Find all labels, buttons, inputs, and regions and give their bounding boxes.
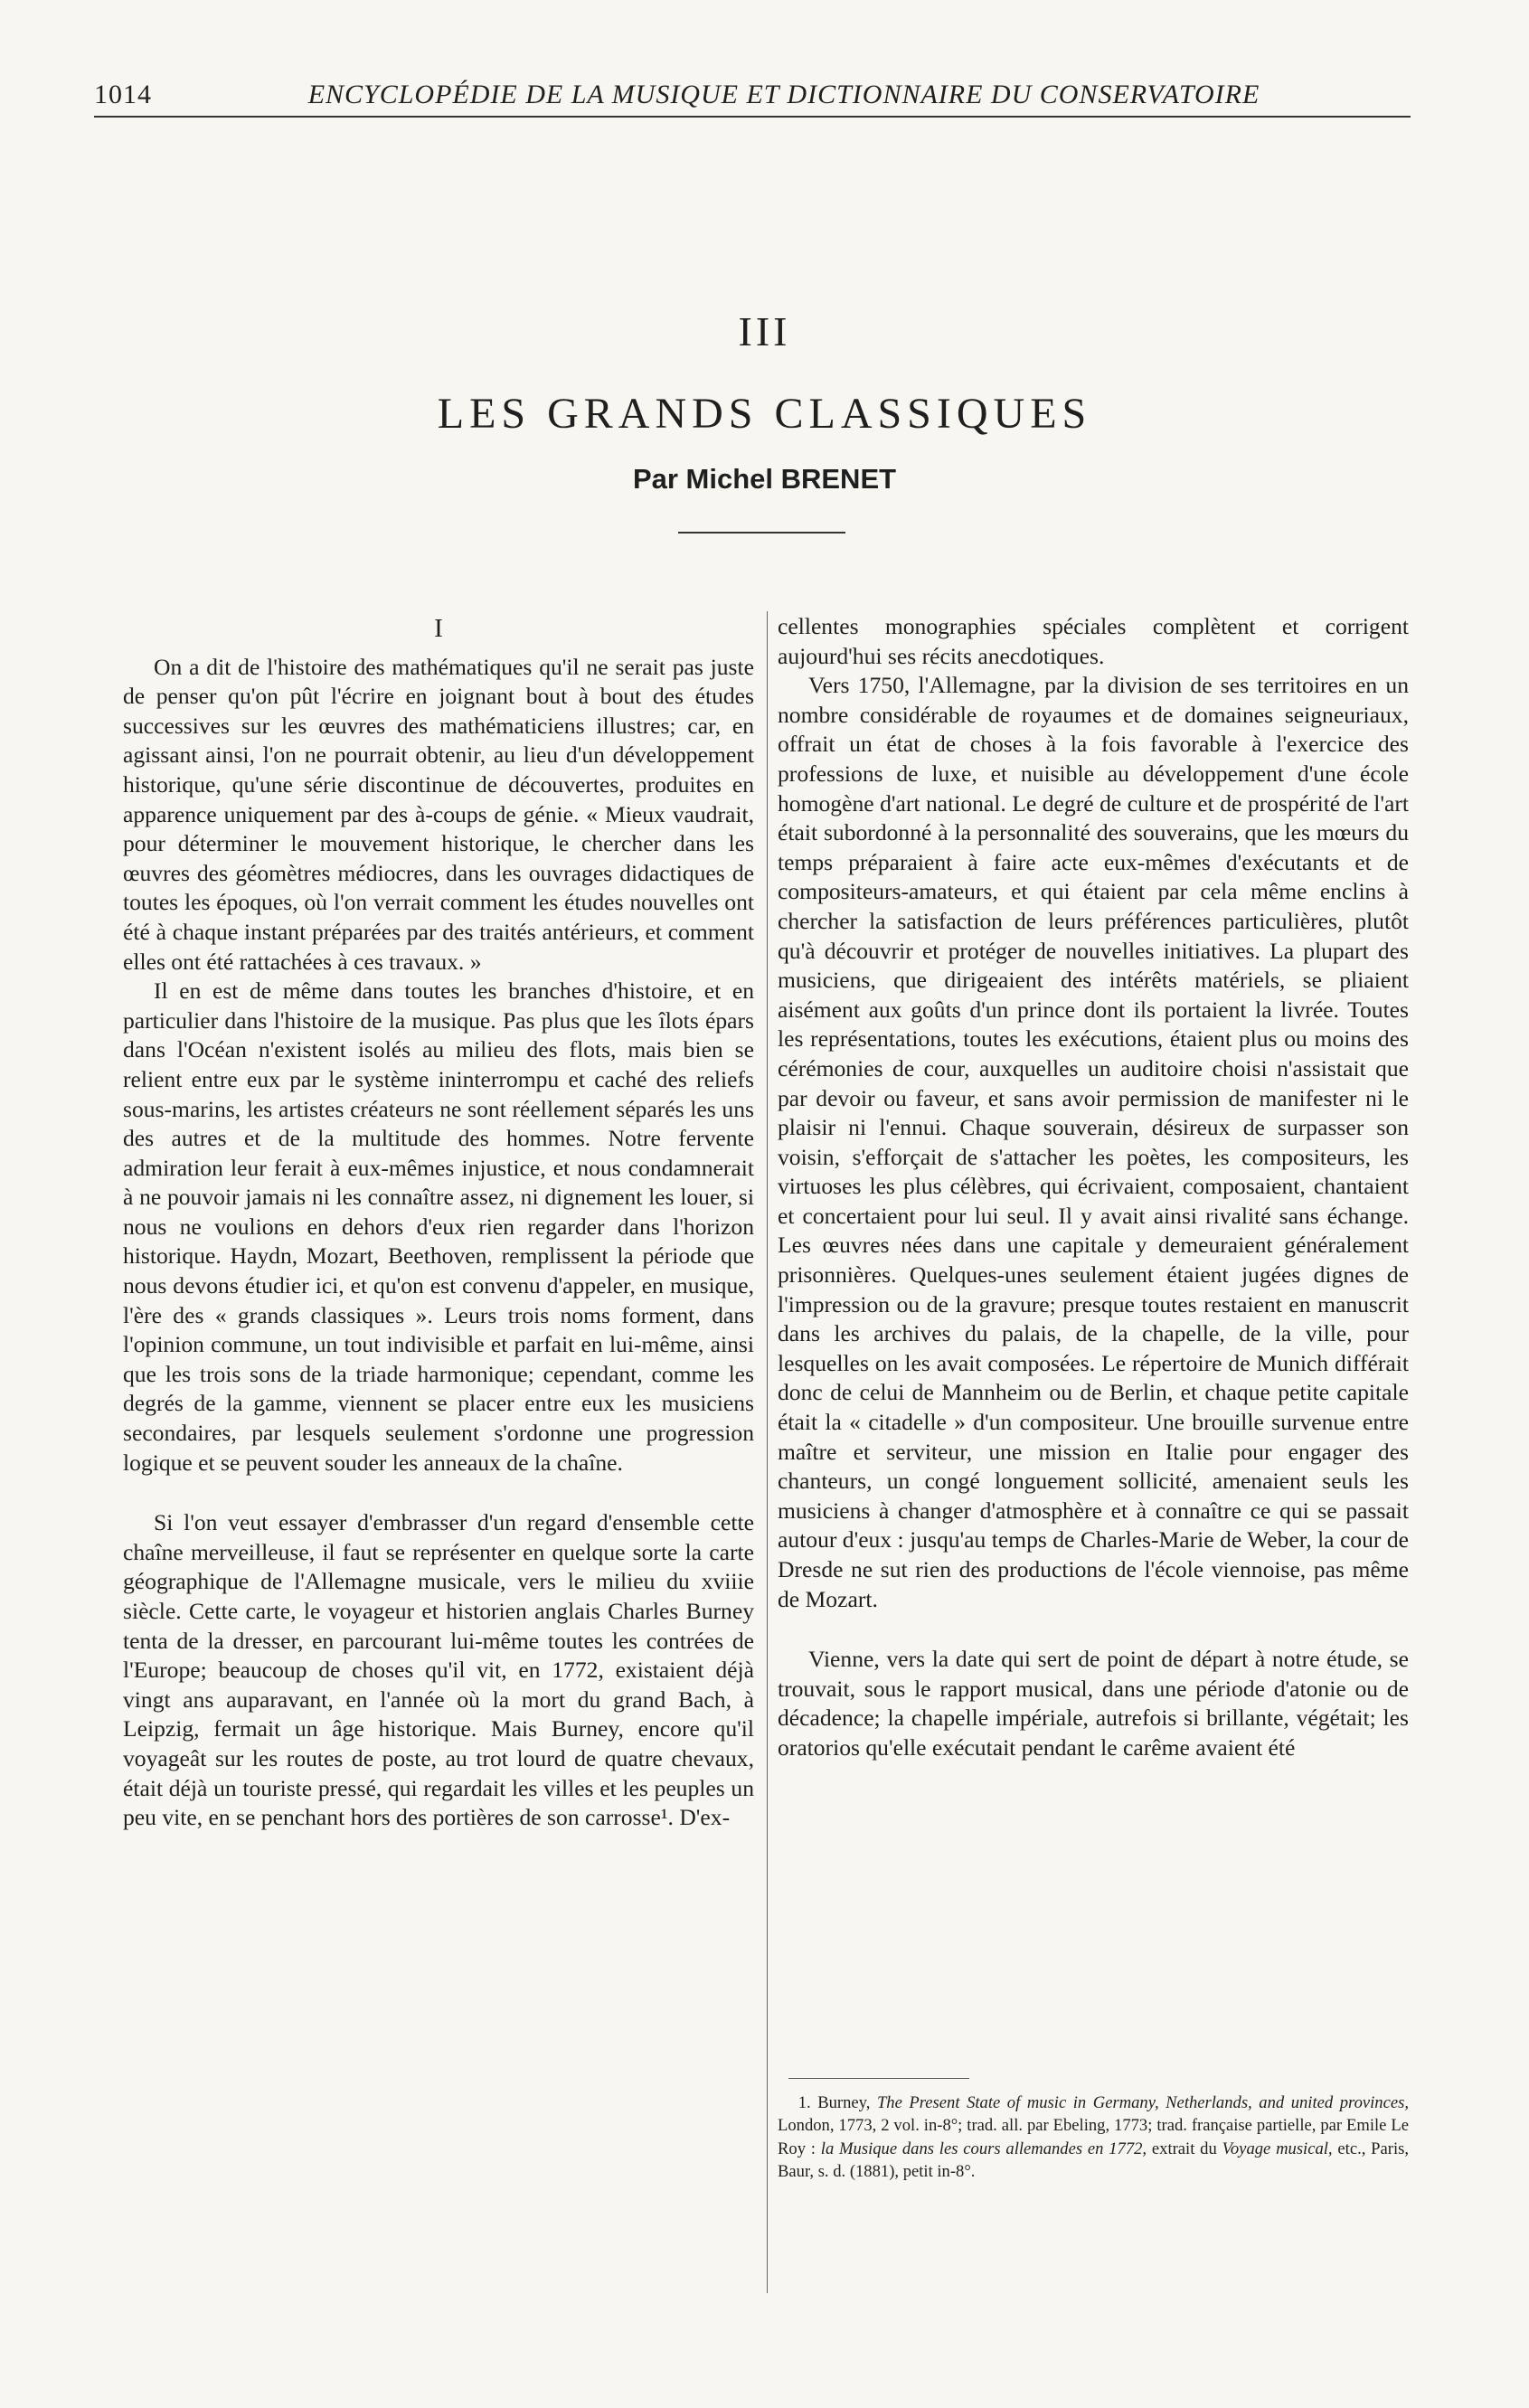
paragraph: cellentes monographies spéciales complètent et corrigent aujourd'hui ses récits anecdotiques. [778, 613, 1409, 669]
footnote-rule [788, 2078, 969, 2079]
footnote-details: London, 1773, 2 vol. in-8°; trad. all. par Ebeling, 1773; trad. française partielle, par Emile Le Roy : [778, 2116, 1409, 2158]
section-number: I [434, 614, 443, 643]
paragraph: On a dit de l'histoire des mathématiques qu'il ne serait pas juste de penser qu'on pût l'écrire en joignant bout à bout des études successives sur les œuvres des mathématiciens illustres; car, en agissant ainsi, l'on ne pourrait obtenir, au lieu d'un développement historique, qu'une série discontinue de découvertes, produites en apparence uniquement par des à-coups de génie. « Mieux vaudrait, pour déterminer le mouvement historique, le chercher dans les œuvres des géomètres médiocres, dans les ouvrages didactiques de toutes les époques, où l'on verrait comment les études nouvelles ont été à chaque instant préparées par des traités antérieurs, et comment elles ont été rattachées à ces travaux. » [123, 653, 754, 975]
footnote [778, 2092, 1409, 2184]
paragraph: Si l'on veut essayer d'embrasser d'un regard d'ensemble cette chaîne merveilleuse, il faut se représenter en quelque sorte la carte géographique de l'Allemagne musicale, vers le milieu du xviiie siècle. Cette carte, le voyageur et historien anglais Charles Burney tenta de la dresser, en parcourant lui-même toutes les contrées de l'Europe; beaucoup de choses qu'il vit, en 1772, existaient déjà vingt ans auparavant, en l'année où la mort du grand Bach, à Leipzig, fermait un âge historique. Mais Burney, encore qu'il voyageât sur les routes de poste, au trot lourd de quatre chevaux, était déjà un touriste pressé, qui regardait les villes et les peuples un peu vite, en se penchant hors des portières de son carrosse¹. D'ex- [123, 1509, 754, 1831]
chapter-title: LES GRANDS CLASSIQUES [437, 390, 1092, 438]
footnote-extract-prefix: extrait du [1151, 2139, 1217, 2158]
footnote-translation-title: la Musique dans les cours allemandes en 1772, [820, 2139, 1147, 2158]
column-divider [767, 611, 768, 2293]
title-rule [678, 532, 845, 534]
footnote-imprint: etc., Paris, Baur, s. d. (1881), petit in-8°. [778, 2139, 1410, 2182]
footnote-marker: 1. [798, 2093, 811, 2112]
page-number: 1014 [94, 80, 152, 109]
footnote-source-title: Voyage musical, [1222, 2139, 1333, 2158]
paragraph: Vienne, vers la date qui sert de point de départ à notre étude, se trouvait, sous le rapport musical, dans une période d'atonie ou de décadence; la chapelle impériale, autrefois si brillante, végétait; les oratorios qu'elle exécutait pendant le carême avaient été [778, 1646, 1409, 1761]
chapter-number: III [738, 308, 791, 354]
paragraph: Vers 1750, l'Allemagne, par la division de ses territoires en un nombre considérable de royaumes et de domaines seigneuriaux, offrait un état de choses à la fois favorable à l'exercice des professions de luxe, et nuisible au développement d'une école homogène d'art national. Le degré de culture et de prospérité de l'art était subordonné à la personnalité des souverains, que les mœurs du temps préparaient à faire acte eux-mêmes d'exécutants et de compositeurs-amateurs, et qui étaient par cela même enclins à chercher la satisfaction de leurs préférences particulières, plutôt qu'à découvrir et protéger de nouvelles initiatives. La plupart des musiciens, que dirigeaient des intérêts matériels, se pliaient aisément aux goûts d'un prince dont ils portaient la livrée. Toutes les représentations, toutes les exécutions, étaient plus ou moins des cérémonies de cour, auxquelles un auditoire choisi n'assistait que par devoir ou faveur, et sans avoir permission de manifester ni le plaisir ni l'ennui. Chaque souverain, désireux de surpasser son voisin, s'efforçait de s'attacher les poètes, les compositeurs, les virtuoses les plus célèbres, qui écrivaient, composaient, chantaient et concertaient pour lui seul. Il y avait ainsi rivalité sans échange. Les œuvres nées dans une capitale y demeuraient généralement prisonnières. Quelques-unes seulement étaient jugées dignes de l'impression ou de la gravure; presque toutes restaient en manuscrit dans les archives du palais, de la chapelle, de la ville, pour lesquelles on les avait composées. Le répertoire de Munich différait donc de celui de Mannheim ou de Berlin, et chaque petite capitale était la « citadelle » d'un compositeur. Une brouille survenue entre maître et serviteur, une mission en Italie pour engager des chanteurs, un congé longuement sollicité, amenaient seuls les musiciens à changer d'atmosphère et à connaître ce qui se passait autour d'eux : jusqu'au temps de Charles-Marie de Weber, la cour de Dresde ne sut rien des productions de l'école viennoise, pas même de Mozart. [778, 672, 1409, 1612]
footnote-work-title: The Present State of music in Germany, Netherlands, and united provinces, [876, 2093, 1409, 2112]
left-column [123, 610, 754, 1833]
chapter-byline: Par Michel BRENET [632, 463, 897, 495]
running-title: ENCYCLOPÉDIE DE LA MUSIQUE ET DICTIONNAIRE DU CONSERVATOIRE [307, 80, 1260, 109]
right-column [778, 612, 1409, 1763]
page-header [94, 80, 1411, 118]
footnote-author: Burney, [817, 2093, 871, 2112]
paragraph: Il en est de même dans toutes les branches d'histoire, et en particulier dans l'histoire de la musique. Pas plus que les îlots épars dans l'Océan n'existent isolés au milieu des flots, mais bien se relient entre eux par le système ininterrompu et caché des reliefs sous-marins, les artistes créateurs ne sont réellement séparés les uns des autres et de la multitude des hommes. Notre fervente admiration leur ferait à eux-mêmes injustice, et nous condamnerait à ne pouvoir jamais ni les connaître assez, ni dignement les louer, si nous ne voulions en dehors d'eux rien regarder dans l'horizon historique. Haydn, Mozart, Beethoven, remplissent la période que nous devons étudier ici, et qu'on est convenu d'appeler, en musique, l'ère des « grands classiques ». Leurs trois noms forment, dans l'opinion commune, un tout indivisible et parfait en lui-même, ainsi que les trois sons de la triade harmonique; cependant, comme les degrés de la gamme, viennent se placer entre eux les musiciens secondaires, par lesquels seulement s'ordonne une progression logique et se peuvent souder les anneaux de la chaîne. [123, 977, 754, 1476]
